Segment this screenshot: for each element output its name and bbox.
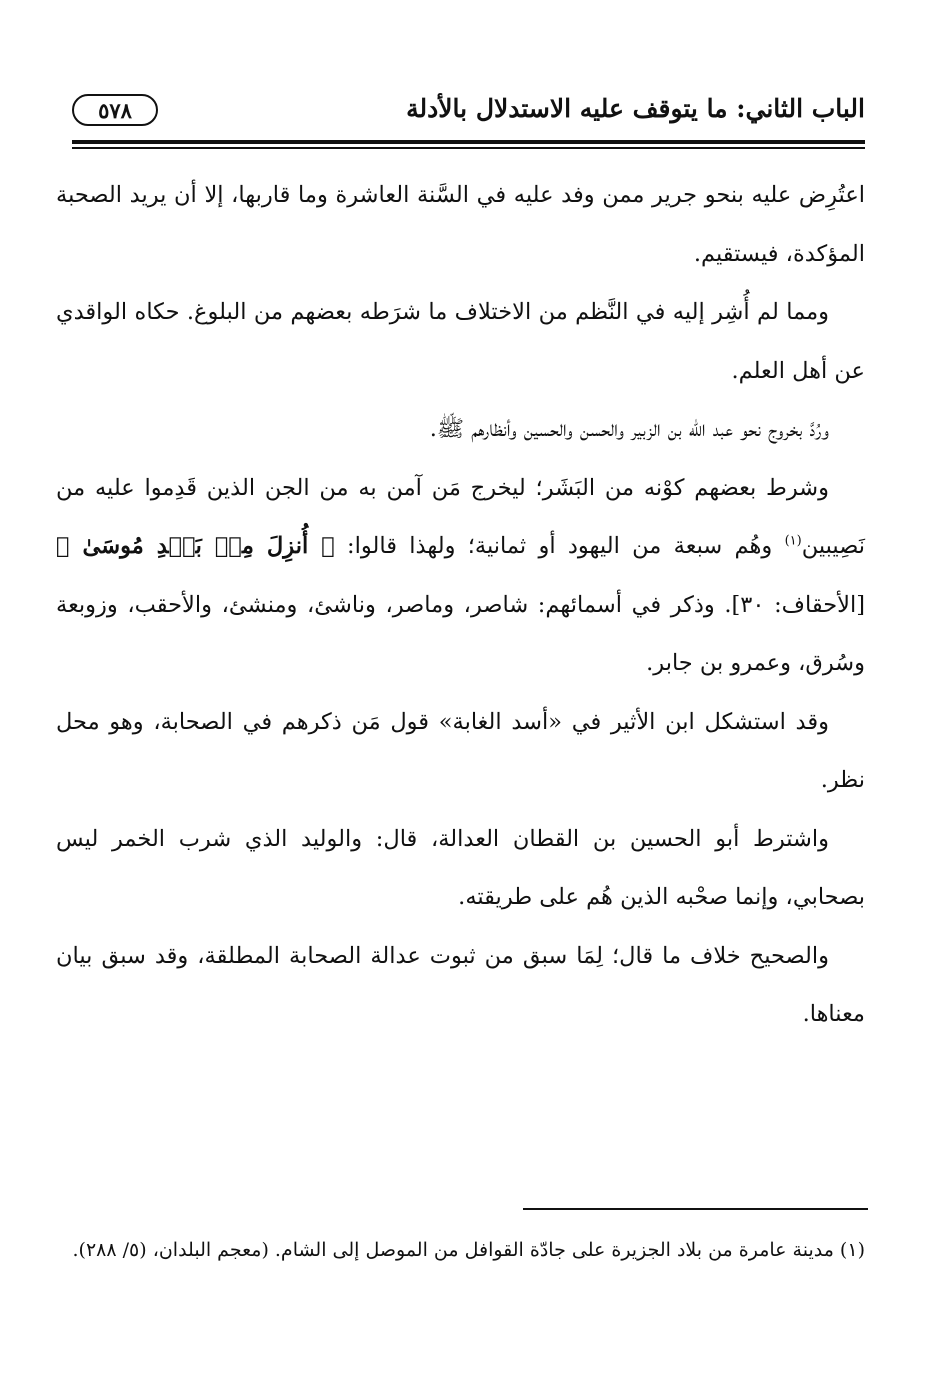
paragraph-5: وقد استشكل ابن الأثير في «أسد الغابة» قول مَن ذكرهم في الصحابة، وهو محل نظر. bbox=[56, 708, 865, 793]
paragraph-2: ومما لم أُشِر إليه في النَّظم من الاختلاف ما شرَطه بعضهم من البلوغ. حكاه الواقدي عن أهل العلم. bbox=[56, 299, 865, 384]
footnote-1: (١) مدينة عامرة من بلاد الجزيرة على جادّة القوافل من الموصل إلى الشام. (معجم البلدان، (٥/ ٢٨٨). bbox=[72, 1239, 865, 1261]
paragraph-7: والصحيح خلاف ما قال؛ لِمَا سبق من ثبوت عدالة الصحابة المطلقة، وقد سبق بيان معناها. bbox=[56, 942, 865, 1027]
main-text bbox=[56, 166, 865, 1044]
paragraph-6: واشترط أبو الحسين بن القطان العدالة، قال: والوليد الذي شرب الخمر ليس بصحابي، وإنما صحْبه الذين هُم على طريقته. bbox=[56, 825, 865, 910]
header-rule-thin bbox=[72, 147, 865, 149]
page-header bbox=[72, 88, 865, 140]
paragraph-4-part-b: وهُم سبعة من اليهود أو ثمانية؛ ولهذا قالوا: bbox=[334, 533, 785, 559]
footnote-separator bbox=[523, 1208, 868, 1210]
paragraph-4-part-a: وشرط بعضهم كوْنه من البَشَر؛ ليخرج مَن آمن به من الجن الذين قَدِموا عليه من نَصِيبين bbox=[56, 474, 865, 559]
paragraph-4 bbox=[56, 459, 865, 693]
paragraph-3: ورُدَّ بخروج نحو عبد الله بن الزبير والحسن والحسين وأنظارهم ﷺ. bbox=[429, 416, 829, 442]
paragraph-4-part-c: [الأحقاف: ٣٠]. وذكر في أسمائهم: شاصر، وماصر، وناشئ، ومنشئ، والأحقب، وزوبعة وسُرق، وعمرو بن جابر. bbox=[56, 591, 865, 676]
footnote-marker: (١) bbox=[784, 533, 802, 549]
page-number-badge: ٥٧٨ bbox=[72, 94, 158, 126]
header-rule-thick bbox=[72, 140, 865, 144]
paragraph-1: اعتُرِض عليه بنحو جرير ممن وفد عليه في السَّنة العاشرة وما قاربها، إلا أن يريد الصحبة المؤكدة، فيستقيم. bbox=[56, 182, 865, 267]
quran-quote: ﴿ أُنزِلَ مِنۢ بَعۡدِ مُوسَىٰ ﴾ bbox=[56, 533, 335, 559]
running-title: الباب الثاني: ما يتوقف عليه الاستدلال بالأدلة bbox=[406, 94, 865, 123]
